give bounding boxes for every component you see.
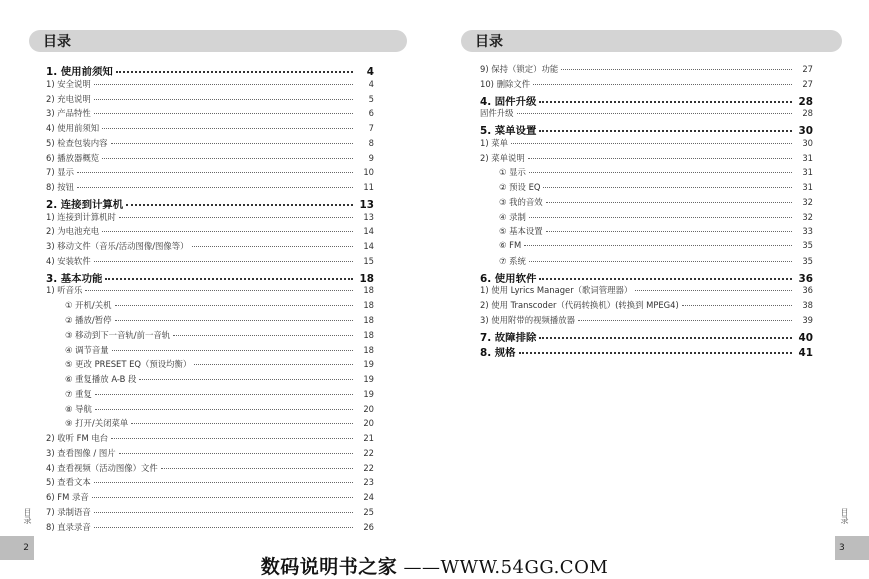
- toc-entry: [46, 240, 374, 255]
- toc-entry-label: 4) 安装软件: [46, 255, 91, 266]
- toc-entry-label: 2) 为电池充电: [46, 226, 100, 237]
- toc-entry-label: 1) 使用 Lyrics Manager（歌词管理器）: [480, 285, 633, 296]
- toc-entry-label: 4. 固件升级: [480, 95, 537, 108]
- toc-entry-page: 4: [368, 78, 374, 89]
- toc-entry-page: 20: [363, 418, 374, 429]
- toc-entry: [46, 196, 374, 211]
- toc-entry: [46, 137, 374, 152]
- toc-entry-label: 5) 查看文本: [46, 477, 91, 488]
- toc-entry-page: 25: [363, 506, 374, 517]
- dot-leader: [111, 438, 353, 439]
- toc-entry: [480, 225, 813, 240]
- toc-entry-page: 18: [363, 285, 374, 296]
- toc-entry: [46, 417, 374, 432]
- dot-leader: [102, 128, 353, 129]
- dot-leader: [635, 290, 792, 291]
- dot-leader: [529, 261, 792, 262]
- toc-entry: [46, 358, 374, 373]
- toc-entry-page: 11: [363, 182, 374, 193]
- dot-leader: [116, 71, 353, 73]
- toc-entry-label: 2) 使用 Transcoder（代码转换机）(转换到 MPEG4): [480, 300, 679, 311]
- toc-entry-page: 24: [363, 492, 374, 503]
- dot-leader: [112, 350, 353, 351]
- watermark-dash: ——: [403, 557, 441, 578]
- toc-entry: [480, 166, 813, 181]
- toc-entry: [46, 299, 374, 314]
- toc-entry-page: 40: [798, 331, 813, 344]
- toc-entry-page: 19: [363, 388, 374, 399]
- toc-entry-page: 32: [802, 196, 813, 207]
- toc-entry-page: 41: [798, 346, 813, 359]
- toc-entry: [46, 344, 374, 359]
- toc-entry: [480, 314, 813, 329]
- dot-leader: [94, 482, 353, 483]
- toc-entry: [480, 107, 813, 122]
- toc-entry-label: ⑦ 重复: [65, 388, 92, 399]
- toc-entry-page: 18: [363, 300, 374, 311]
- toc-entry-label: 6) 播放器概览: [46, 152, 100, 163]
- dot-leader: [519, 352, 792, 354]
- dot-leader: [139, 379, 353, 380]
- toc-entry-page: 30: [802, 137, 813, 148]
- toc-entry-page: 4: [366, 66, 374, 78]
- toc-entry-label: 2. 连接到计算机: [46, 198, 124, 211]
- toc-entry: [46, 63, 374, 78]
- left-table-of-contents: [46, 63, 374, 536]
- toc-entry-label: 1) 连接到计算机时: [46, 211, 116, 222]
- toc-entry-label: 5) 检查包装内容: [46, 137, 108, 148]
- toc-entry: [46, 476, 374, 491]
- dot-leader: [111, 143, 353, 144]
- dot-leader: [524, 245, 792, 246]
- toc-entry-label: ② 播放/暂停: [65, 315, 112, 326]
- toc-entry: [480, 344, 813, 359]
- toc-entry: [480, 255, 813, 270]
- toc-entry: [480, 329, 813, 344]
- toc-entry-label: ⑤ 基本设置: [499, 226, 543, 237]
- toc-entry-page: 18: [363, 315, 374, 326]
- dot-leader: [77, 187, 353, 188]
- toc-entry: [480, 93, 813, 108]
- toc-entry: [46, 152, 374, 167]
- toc-entry: [46, 314, 374, 329]
- toc-entry: [46, 432, 374, 447]
- right-side-label: 目录: [840, 508, 849, 524]
- dot-leader: [102, 231, 353, 232]
- toc-entry: [480, 78, 813, 93]
- dot-leader: [92, 497, 353, 498]
- toc-entry-page: 18: [363, 329, 374, 340]
- dot-leader: [561, 69, 792, 70]
- toc-entry: [46, 270, 374, 285]
- toc-entry-label: 4) 查看视频（活动图像）文件: [46, 462, 158, 473]
- right-page-title: 目录: [475, 34, 503, 50]
- toc-entry: [480, 299, 813, 314]
- toc-entry: [480, 270, 813, 285]
- toc-entry: [480, 211, 813, 226]
- toc-entry-label: 5. 菜单设置: [480, 125, 537, 137]
- toc-entry: [480, 196, 813, 211]
- toc-entry-label: ⑨ 打开/关闭菜单: [65, 418, 129, 429]
- toc-entry-page: 31: [802, 152, 813, 163]
- toc-entry-label: 1. 使用前须知: [46, 66, 113, 78]
- toc-entry-page: 14: [363, 241, 374, 252]
- toc-entry-page: 13: [363, 211, 374, 222]
- toc-entry-page: 27: [802, 64, 813, 74]
- dot-leader: [94, 113, 353, 114]
- toc-entry: [46, 506, 374, 521]
- toc-entry-page: 14: [363, 226, 374, 237]
- toc-entry-label: ⑧ 导航: [65, 403, 92, 414]
- toc-entry-label: 1) 菜单: [480, 137, 509, 148]
- toc-entry: [46, 78, 374, 93]
- dot-leader: [546, 202, 792, 203]
- toc-entry: [46, 521, 374, 536]
- toc-entry-label: 2) 收听 FM 电台: [46, 433, 109, 444]
- dot-leader: [85, 290, 353, 291]
- dot-leader: [682, 305, 792, 306]
- toc-entry: [46, 373, 374, 388]
- toc-entry-label: ⑤ 更改 PRESET EQ（预设均衡）: [65, 359, 192, 370]
- dot-leader: [94, 261, 353, 262]
- toc-entry: [46, 403, 374, 418]
- toc-entry-label: ③ 我的音效: [499, 196, 543, 207]
- toc-entry-label: 6) FM 录音: [46, 492, 89, 503]
- toc-entry: [480, 152, 813, 167]
- dot-leader: [161, 468, 353, 469]
- toc-entry-page: 35: [802, 255, 813, 266]
- toc-entry-label: 7) 显示: [46, 167, 75, 178]
- toc-entry-page: 39: [802, 315, 813, 326]
- toc-entry-label: ④ 调节音量: [65, 344, 109, 355]
- toc-entry: [46, 122, 374, 137]
- toc-entry: [46, 491, 374, 506]
- dot-leader: [194, 364, 353, 365]
- toc-entry-page: 23: [363, 477, 374, 488]
- toc-entry: [480, 181, 813, 196]
- toc-entry-label: ⑦ 系统: [499, 255, 526, 266]
- toc-entry: [480, 284, 813, 299]
- right-table-of-contents: [480, 63, 813, 358]
- toc-entry-label: 3) 查看图像 / 图片: [46, 447, 116, 458]
- toc-entry: [46, 255, 374, 270]
- toc-entry-page: 19: [363, 359, 374, 370]
- toc-entry: [46, 166, 374, 181]
- toc-entry-page: 6: [368, 108, 374, 119]
- toc-entry-page: 31: [802, 182, 813, 193]
- dot-leader: [578, 320, 792, 321]
- toc-entry-label: 7. 故障排除: [480, 331, 537, 344]
- right-page-header: [461, 30, 842, 52]
- toc-entry-label: ① 开机/关机: [65, 300, 112, 311]
- left-page-title: 目录: [43, 34, 71, 50]
- dot-leader: [543, 187, 792, 188]
- toc-entry: [480, 240, 813, 255]
- dot-leader: [115, 320, 354, 321]
- toc-entry-label: ⑥ 重复播放 A-B 段: [65, 374, 137, 385]
- left-page-header: [29, 30, 407, 52]
- toc-entry: [46, 447, 374, 462]
- toc-entry-label: 8. 规格: [480, 346, 516, 359]
- toc-entry-page: 20: [363, 403, 374, 414]
- left-side-label: 目录: [23, 508, 32, 524]
- toc-entry-label: 2) 充电说明: [46, 93, 91, 104]
- toc-entry-label: 3) 使用附带的视频播放器: [480, 315, 576, 326]
- dot-leader: [77, 172, 353, 173]
- toc-entry-label: 3) 移动文件（音乐/活动图像/图像等）: [46, 241, 189, 252]
- toc-entry-page: 27: [802, 78, 813, 89]
- toc-entry-page: 5: [368, 93, 374, 104]
- toc-entry-page: 28: [802, 108, 813, 119]
- toc-entry-label: 10) 删除文件: [480, 78, 531, 89]
- dot-leader: [173, 335, 353, 336]
- toc-entry-page: 21: [363, 433, 374, 444]
- dot-leader: [546, 231, 792, 232]
- dot-leader: [131, 423, 353, 424]
- dot-leader: [94, 99, 353, 100]
- toc-entry-page: 9: [368, 152, 374, 163]
- toc-entry-label: 1) 安全说明: [46, 78, 91, 89]
- dot-leader: [529, 172, 792, 173]
- dot-leader: [94, 512, 353, 513]
- toc-entry-label: 8) 直录录音: [46, 521, 91, 532]
- toc-entry-page: 7: [368, 123, 374, 134]
- left-page-number: 2: [23, 543, 29, 553]
- dot-leader: [533, 84, 792, 85]
- toc-entry-page: 26: [363, 521, 374, 532]
- toc-entry-label: 9) 保持（锁定）功能: [480, 64, 559, 74]
- toc-entry-page: 33: [802, 226, 813, 237]
- toc-entry-label: 1) 听音乐: [46, 285, 83, 296]
- dot-leader: [511, 143, 792, 144]
- toc-entry: [46, 329, 374, 344]
- toc-entry-page: 31: [802, 167, 813, 178]
- toc-entry-page: 15: [363, 255, 374, 266]
- toc-entry-page: 22: [363, 447, 374, 458]
- dot-leader: [95, 394, 353, 395]
- toc-entry: [480, 122, 813, 137]
- toc-entry: [46, 181, 374, 196]
- toc-entry-label: ② 预设 EQ: [499, 182, 541, 193]
- dot-leader: [192, 246, 353, 247]
- watermark: [0, 552, 869, 579]
- toc-entry-page: 10: [363, 167, 374, 178]
- toc-entry-page: 22: [363, 462, 374, 473]
- dot-leader: [529, 217, 792, 218]
- dot-leader: [119, 453, 353, 454]
- toc-entry-page: 35: [802, 240, 813, 251]
- toc-entry: [46, 462, 374, 477]
- toc-entry: [46, 388, 374, 403]
- toc-entry: [46, 93, 374, 108]
- dot-leader: [126, 204, 353, 206]
- toc-entry-page: 36: [798, 272, 813, 285]
- dot-leader: [539, 130, 792, 132]
- dot-leader: [528, 158, 792, 159]
- toc-entry-label: 7) 录制语音: [46, 506, 91, 517]
- dot-leader: [94, 84, 353, 85]
- toc-entry-label: 8) 按钮: [46, 182, 75, 193]
- toc-entry-label: 6. 使用软件: [480, 272, 537, 285]
- toc-entry-label: 3. 基本功能: [46, 272, 103, 285]
- toc-entry-label: 2) 菜单说明: [480, 152, 525, 163]
- toc-entry-page: 32: [802, 211, 813, 222]
- watermark-chinese: 数码说明书之家: [260, 556, 398, 578]
- toc-entry-page: 28: [798, 95, 813, 108]
- toc-entry-label: ① 显示: [499, 167, 526, 178]
- watermark-url: WWW.54GG.COM: [440, 557, 609, 578]
- dot-leader: [539, 101, 792, 103]
- toc-entry: [46, 107, 374, 122]
- dot-leader: [115, 305, 354, 306]
- dot-leader: [102, 158, 353, 159]
- toc-entry: [46, 225, 374, 240]
- toc-entry-page: 18: [359, 272, 374, 285]
- dot-leader: [95, 409, 353, 410]
- toc-entry-page: 36: [802, 285, 813, 296]
- toc-entry-page: 38: [802, 300, 813, 311]
- dot-leader: [539, 337, 792, 339]
- toc-entry-page: 19: [363, 374, 374, 385]
- toc-entry-label: 4) 使用前须知: [46, 123, 100, 134]
- toc-entry-label: ③ 移动到下一音轨/前一音轨: [65, 329, 171, 340]
- dot-leader: [105, 278, 353, 280]
- toc-entry: [480, 137, 813, 152]
- toc-entry: [480, 63, 813, 78]
- toc-entry: [46, 211, 374, 226]
- toc-entry-label: 3) 产品特性: [46, 108, 91, 119]
- dot-leader: [94, 527, 353, 528]
- toc-entry-page: 13: [359, 198, 374, 211]
- right-page-number: 3: [839, 543, 845, 553]
- toc-entry-page: 30: [798, 125, 813, 137]
- toc-entry-label: ④ 录制: [499, 211, 526, 222]
- dot-leader: [119, 217, 353, 218]
- toc-entry-label: 固件升级: [480, 108, 514, 119]
- toc-entry-page: 18: [363, 344, 374, 355]
- dot-leader: [539, 278, 792, 280]
- toc-entry-label: ⑥ FM: [499, 240, 522, 251]
- toc-entry-page: 8: [368, 137, 374, 148]
- dot-leader: [517, 113, 793, 114]
- toc-entry: [46, 284, 374, 299]
